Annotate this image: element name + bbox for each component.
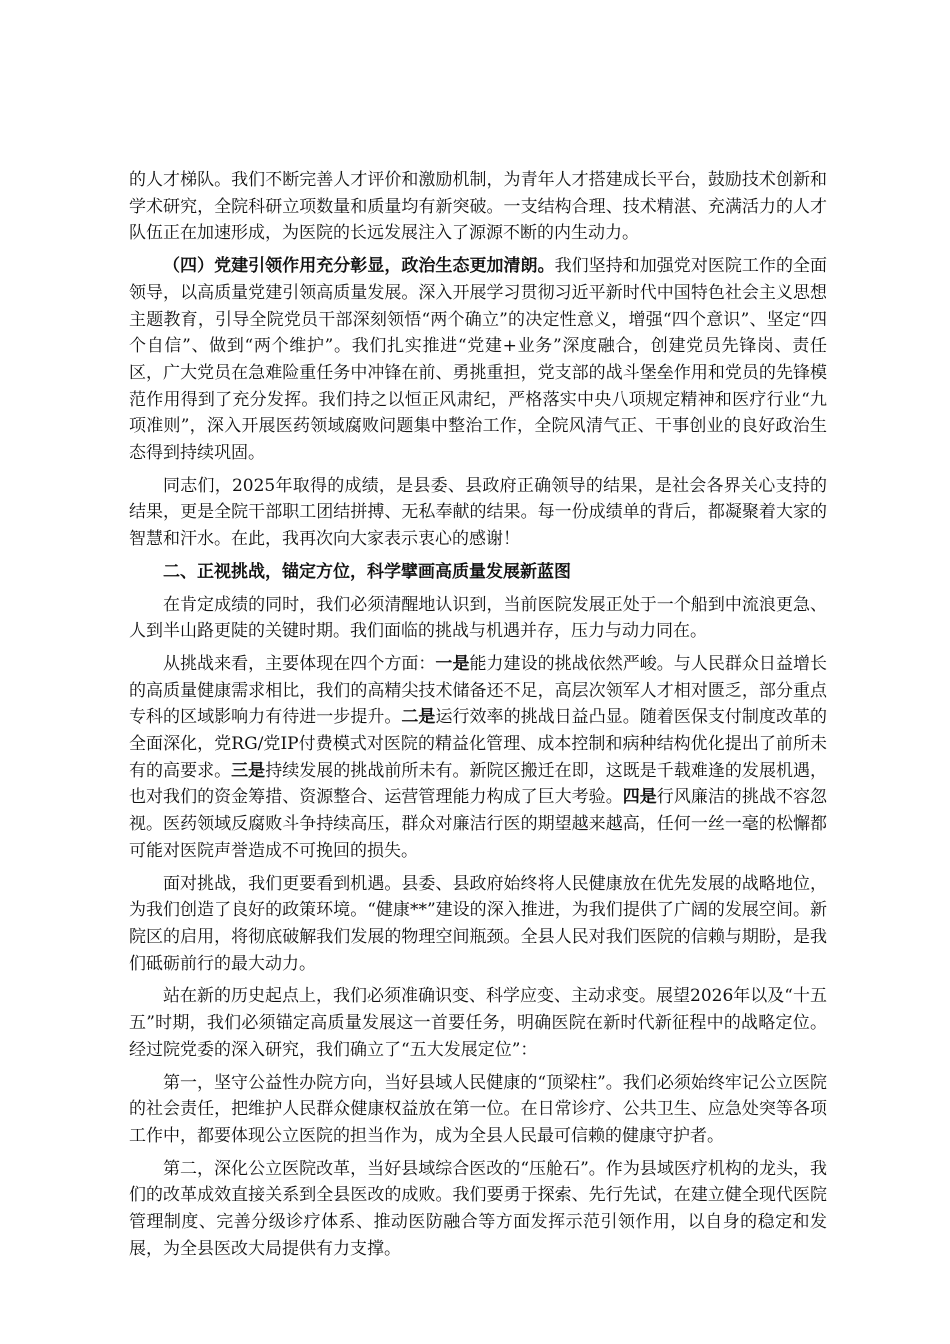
section-heading-4: （四）党建引领作用充分彰显，政治生态更加清朗。 (163, 256, 555, 277)
text-run: 持续发展的挑战前所未有。新院区搬迁在即，这既是千载难逢的发展机遇，也对我们的资金筹措、资源整合、运营管理能力构成了巨大考验。 (129, 760, 828, 808)
document-body (129, 167, 827, 1268)
text-run: 同志们，2025年取得的成绩，是县委、县政府正确领导的结果，是社会各界关心支持的结果，更是全院干部职工团结拼搏、无私奉献的结果。每一份成绩单的背后，都凝聚着大家的智慧和汗水。在此，我再次向大家表示衷心的感谢！ (129, 475, 827, 550)
paragraph-opportunities (129, 871, 827, 978)
section-heading-2 (129, 559, 827, 586)
paragraph-challenges-intro (129, 592, 827, 645)
paragraph-four-challenges (129, 651, 827, 865)
paragraph-party-building (129, 253, 827, 467)
text-run: 能力建设的挑战依然严峻。与人民群众日益增长的高质量健康需求相比，我们的高精尖技术储备还不足，高层次领军人才相对匮乏，部分重点专科的区域影响力有待进一步提升。 (129, 653, 828, 728)
emphasis-first: 一是 (435, 653, 470, 674)
text-run: 从挑战来看，主要体现在四个方面： (163, 653, 436, 674)
text-run: 面对挑战，我们更要看到机遇。县委、县政府始终将人民健康放在优先发展的战略地位，为我们创造了良好的政策环境。“健康**”建设的深入推进，为我们提供了广阔的发展空间。新院区的启用，将彻底破解我们发展的物理空间瓶颈。全县人民对我们医院的信赖与期盼，是我们砥砺前行的最大动力。 (129, 873, 827, 974)
paragraph-thanks (129, 473, 827, 553)
text-run: 的人才梯队。我们不断完善人才评价和激励机制，为青年人才搭建成长平台，鼓励技术创新和学术研究，全院科研立项数量和质量均有新突破。一支结构合理、技术精湛、充满活力的人才队伍正在加速形成，为医院的长远发展注入了源源不断的内生动力。 (129, 170, 827, 244)
paragraph-new-starting-point (129, 983, 827, 1063)
text-run: 行风廉洁的挑战不容忽视。医药领域反腐败斗争持续高压，群众对廉洁行医的期望越来越高，任何一丝一毫的松懈都可能对医院声誉造成不可挽回的损失。 (129, 787, 828, 861)
emphasis-second: 二是 (401, 707, 436, 728)
heading-text: 二、正视挑战，锚定方位，科学擘画高质量发展新蓝图 (163, 561, 571, 582)
text-run: 运行效率的挑战日益凸显。随着医保支付制度改革的全面深化，党RG/党IP付费模式对医院的精益化管理、成本控制和病种结构优化提出了前所未有的高要求。 (129, 707, 828, 781)
emphasis-fourth: 四是 (622, 787, 657, 808)
paragraph-positioning-second (129, 1156, 827, 1263)
text-run: 第一，坚守公益性办院方向，当好县域人民健康的“顶梁柱”。我们必须始终牢记公立医院的社会责任，把维护人民群众健康权益放在第一位。在日常诊疗、公共卫生、应急处突等各项工作中，都要体现公立医院的担当作为，成为全县人民最可信赖的健康守护者。 (129, 1072, 827, 1146)
text-run: 站在新的历史起点上，我们必须准确识变、科学应变、主动求变。展望2026年以及“十五五”时期，我们必须锚定高质量发展这一首要任务，明确医院在新时代新征程中的战略定位。经过院党委的深入研究，我们确立了“五大发展定位”： (129, 986, 827, 1060)
text-run: 在肯定成绩的同时，我们必须清醒地认识到，当前医院发展正处于一个船到中流浪更急、人到半山路更陡的关键时期。我们面临的挑战与机遇并存，压力与动力同在。 (129, 594, 827, 642)
paragraph-positioning-first (129, 1070, 827, 1150)
text-run: 我们坚持和加强党对医院工作的全面领导，以高质量党建引领高质量发展。深入开展学习贯彻习近平新时代中国特色社会主义思想主题教育，引导全院党员干部深刻领悟“两个确立”的决定性意义，增强“四个意识”、坚定“四个自信”、做到“两个维护”。我们扎实推进“党建+业务”深度融合，创建党员先锋岗、责任区，广大党员在急难险重任务中冲锋在前、勇挑重担，党支部的战斗堡垒作用和党员的先锋模范作用得到了充分发挥。我们持之以恒正风肃纪，严格落实中央八项规定精神和医疗行业“九项准则”，深入开展医药领域腐败问题集中整治工作，全院风清气正、干事创业的良好政治生态得到持续巩固。 (129, 256, 828, 464)
text-run: 第二，深化公立医院改革，当好县域综合医改的“压舱石”。作为县域医疗机构的龙头，我们的改革成效直接关系到全县医改的成败。我们要勇于探索、先行先试，在建立健全现代医院管理制度、完善分级诊疗体系、推动医防融合等方面发挥示范引领作用，以自身的稳定和发展，为全县医改大局提供有力支撑。 (129, 1158, 827, 1259)
paragraph-talent-team (129, 167, 827, 247)
emphasis-third: 三是 (231, 760, 266, 781)
